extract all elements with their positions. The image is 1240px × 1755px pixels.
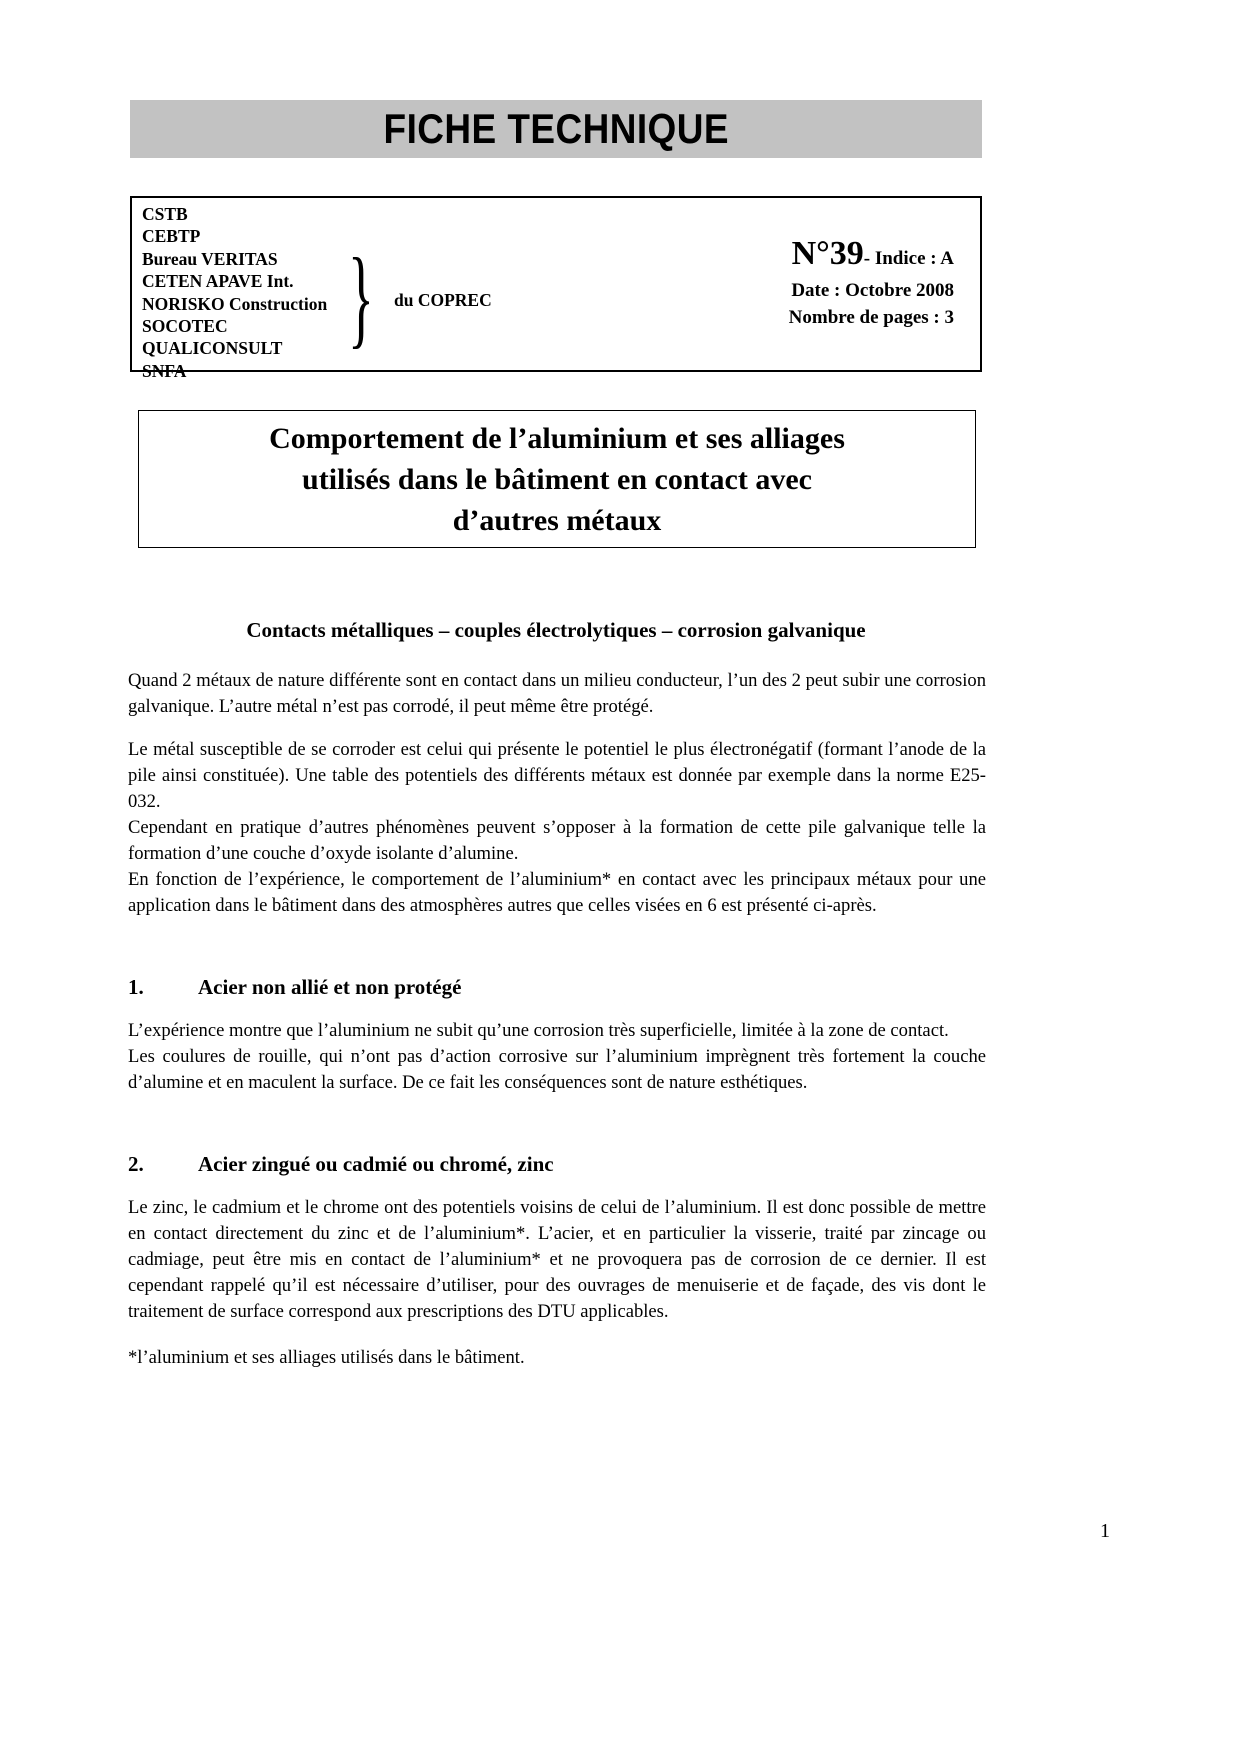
document-subtitle: Contacts métalliques – couples électrolytiques – corrosion galvanique — [246, 618, 866, 642]
list-item: CSTB — [142, 204, 188, 224]
intro-paragraph-1: Quand 2 métaux de nature différente sont en contact dans un milieu conducteur, l’un des 2 peut subir une corrosion galvanique. L’autre métal n’est pas corrodé, il peut même être protégé. — [128, 670, 986, 717]
organization-reference-box — [130, 196, 982, 381]
section-1-paragraph-2: Les coulures de rouille, qui n’ont pas d’action corrosive sur l’aluminium imprègnent très fortement la couche d’alumine et en maculent la surface. De ce fait les conséquences sont de nature esthétiques. — [128, 1046, 986, 1093]
list-item: NORISKO Construction — [142, 293, 328, 314]
section-number: 2. — [128, 1152, 144, 1176]
list-item: SNFA — [142, 360, 187, 381]
page-title-line-3: d’autres métaux — [452, 503, 662, 537]
reference-block — [789, 231, 954, 332]
intro-paragraph-4: En fonction de l’expérience, le comportement de l’aluminium* en contact avec les principaux métaux pour une application dans le bâtiment dans des atmosphères autres que celles visées en 6 est présenté ci-après. — [128, 869, 986, 916]
reference-indice: - Indice : A — [863, 248, 954, 269]
intro-paragraph-3: Cependant en pratique d’autres phénomènes peuvent s’opposer à la formation de cette pile galvanique telle la formation d’une couche d’oxyde isolante d’alumine. — [128, 817, 986, 864]
section-heading-1 — [128, 975, 986, 1000]
section-title: Acier zingué ou cadmié ou chromé, zinc — [198, 1152, 554, 1176]
document-title-box — [138, 410, 976, 548]
reference-date: Date : Octobre 2008 — [791, 279, 954, 301]
section-number: 1. — [128, 975, 144, 999]
section-spacer — [128, 1126, 986, 1152]
banner-title: FICHE TECHNIQUE — [383, 105, 729, 152]
page-title-line-2: utilisés dans le bâtiment en contact avec — [302, 462, 812, 496]
reference-page-count: Nombre de pages : 3 — [788, 307, 954, 329]
page-title-line-1: Comportement de l’aluminium et ses alliages — [269, 421, 845, 455]
section-2-paragraph-1: Le zinc, le cadmium et le chrome ont des potentiels voisins de celui de l’aluminium. Il est donc possible de mettre en contact directement du zinc et de l’aluminium*. L’acier, et en particulier la visserie, traité par zincage ou cadmiage, peut être mis en contact de l’aluminium* et ne provoquera pas de corrosion de ce dernier. Il est cependant rappelé qu’il est nécessaire d’utiliser, pour des ouvrages de menuiserie et de façade, des vis dont le traitement de surface correspond aux prescriptions des DTU applicables. — [128, 1197, 986, 1322]
curly-brace-icon: } — [348, 234, 374, 359]
section-1-paragraph-1: L’expérience montre que l’aluminium ne subit qu’une corrosion très superficielle, limitée à la zone de contact. — [128, 1020, 949, 1041]
intro-paragraph-2: Le métal susceptible de se corroder est celui qui présente le potentiel le plus électronégatif (formant l’anode de la pile ainsi constituée). Une table des potentiels des différents métaux est donnée par exemple dans la norme E25-032. — [128, 739, 986, 812]
list-item: CETEN APAVE Int. — [142, 271, 294, 292]
section-title: Acier non allié et non protégé — [198, 975, 462, 999]
page-number: 1 — [1100, 1520, 1110, 1542]
list-item: CEBTP — [142, 226, 201, 247]
body-content — [128, 668, 986, 1371]
list-item: SOCOTEC — [142, 316, 228, 337]
reference-number: N°39 — [791, 235, 864, 272]
organization-list — [142, 203, 327, 382]
section-spacer — [128, 949, 986, 975]
list-item: Bureau VERITAS — [142, 248, 278, 269]
coprec-group-label: du COPREC — [394, 290, 492, 310]
section-heading-2 — [128, 1152, 986, 1177]
fiche-technique-banner — [130, 100, 982, 158]
reference-number-line — [789, 231, 954, 277]
list-item: QUALICONSULT — [142, 338, 283, 359]
footnote: *l’aluminium et ses alliages utilisés dans le bâtiment. — [128, 1347, 525, 1368]
